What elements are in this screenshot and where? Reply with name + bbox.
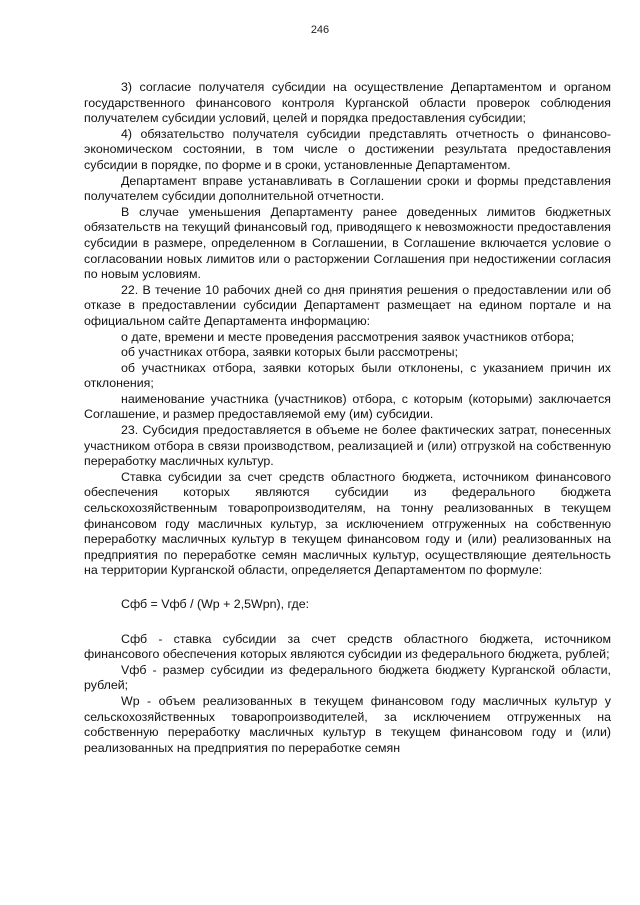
paragraph-clause-23: 23. Субсидия предоставляется в объеме не более фактических затрат, понесенных участником отбора в связи производством, реализацией и (или) отгрузкой на собственную переработку масличных культур. (84, 423, 611, 469)
definition-wp: Wp - объем реализованных в текущем финансовом году масличных культур у сельскохозяйственных товаропроизводителей, за исключением отгруженных на собственную переработку масличных культур в текущем финансовом году и (или) реализованных на предприятия по переработке семян (84, 693, 611, 755)
paragraph-additional-reporting: Департамент вправе устанавливать в Соглашении сроки и формы представления получателем субсидии дополнительной отчетности. (84, 173, 611, 204)
paragraph-info-recipient: наименование участника (участников) отбора, с которым (которыми) заключается Соглашение, и размер предоставляемой ему (им) субсидии. (84, 391, 611, 422)
definition-sfb: Сфб - ставка субсидии за счет средств областного бюджета, источником финансового обеспечения которых являются субсидии из федерального бюджета, рублей; (84, 631, 611, 662)
paragraph-limits-reduction: В случае уменьшения Департаменту ранее доведенных лимитов бюджетных обязательств на текущий финансовый год, приводящего к невозможности предоставления субсидии в размере, определенном в Соглашении, в Соглашение включается условие о согласовании новых лимитов или о расторжении Соглашения при недостижении согласия по новым условиям. (84, 204, 611, 282)
page-number: 246 (310, 24, 330, 36)
paragraph-info-reviewed: об участниках отбора, заявки которых были рассмотрены; (121, 345, 459, 360)
formula: Сфб = Vфб / (Wp + 2,5Wpn), где: (121, 597, 310, 611)
paragraph-item-3: 3) согласие получателя субсидии на осуществление Департаментом и органом государственного финансового контроля Курганской области проверок соблюдения получателем субсидии условий, целей и порядка предоставления субсидии; (84, 80, 611, 126)
paragraph-info-rejected: об участниках отбора, заявки которых были отклонены, с указанием причин их отклонения; (84, 360, 611, 391)
paragraph-rate-definition: Ставка субсидии за счет средств областного бюджета, источником финансового обеспечения которых являются субсидии из федерального бюджета сельскохозяйственным товаропроизводителям, на тонну реализованных в текущем финансовом году масличных культур, за исключением отгруженных на собственную переработку масличных культур в текущем финансовом году и (или) реализованных на предприятия по переработке семян масличных культур, осуществляющие деятельность на территории Курганской области, определяется Департаментом по формуле: (84, 469, 611, 578)
document-body (84, 80, 611, 756)
paragraph-item-4: 4) обязательство получателя субсидии представлять отчетность о финансово-экономическом состоянии, в том числе о достижении результата предоставления субсидии в порядке, по форме и в сроки, установленные Департаментом. (84, 126, 611, 172)
paragraph-clause-22: 22. В течение 10 рабочих дней со дня принятия решения о предоставлении или об отказе в предоставлении субсидии Департамент размещает на едином портале и на официальном сайте Департамента информацию: (84, 282, 611, 328)
paragraph-info-date: о дате, времени и месте проведения рассмотрения заявок участников отбора; (121, 329, 575, 344)
definition-vfb: Vфб - размер субсидии из федерального бюджета бюджету Курганской области, рублей; (84, 662, 611, 693)
